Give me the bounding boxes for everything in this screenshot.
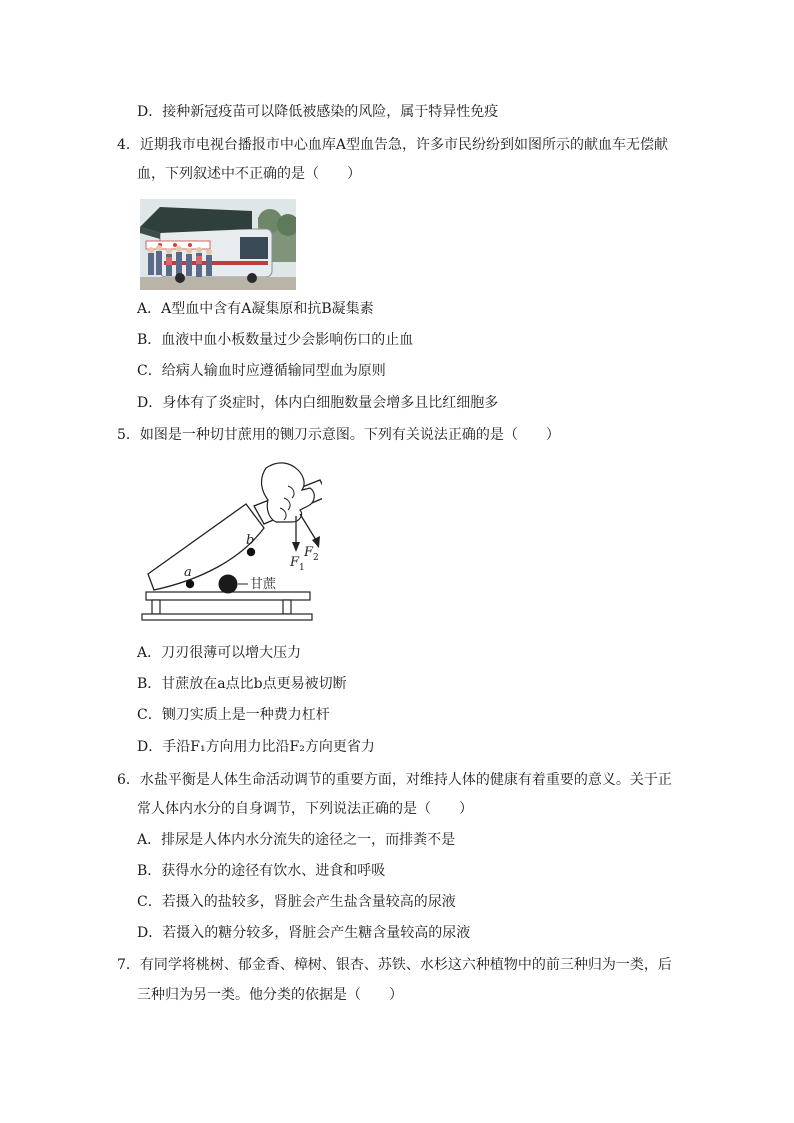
q6-option-a: A．排尿是人体内水分流失的途径之一，而排粪不是 [137,832,456,848]
q5-option-a: A．刀刃很薄可以增大压力 [137,645,302,661]
q7-stem-line2: 三种归为另一类。他分类的依据是（ ） [137,987,403,1003]
q6-stem-line1: 6．水盐平衡是人体生命活动调节的重要方面，对维持人体的健康有着重要的意义。关于正 [117,772,672,788]
force-f1-subscript: 1 [299,563,305,573]
q6-option-c: C．若摄入的盐较多，肾脏会产生盐含量较高的尿液 [137,894,456,910]
q5-option-c: C．铡刀实质上是一种费力杠杆 [137,707,330,723]
q3-option-d: D．接种新冠疫苗可以降低被感染的风险，属于特异性免疫 [137,104,499,120]
q6-stem-line2: 常人体内水分的自身调节，下列说法正确的是（ ） [137,801,473,817]
blood-donation-bus-photo [140,199,296,290]
q7-stem-line1: 7．有同学将桃树、郁金香、樟树、银杏、苏铁、水杉这六种植物中的前三种归为一类，后 [117,957,672,973]
q4-stem-line1: 4．近期我市电视台播报市中心血库A型血告急，许多市民纷纷到如图所示的献血车无偿献 [117,137,669,153]
q5-option-d: D．手沿F₁方向用力比沿F₂方向更省力 [137,739,375,755]
q6-option-b: B．获得水分的途径有饮水、进食和呼吸 [137,863,386,879]
q4-option-b: B．血液中血小板数量过少会影响伤口的止血 [137,332,414,348]
force-f1-label: F [290,555,300,570]
q4-stem-line2: 血，下列叙述中不正确的是（ ） [137,166,361,182]
q4-option-c: C．给病人输血时应遵循输同型血为原则 [137,363,386,379]
sugarcane-cutter-diagram [140,458,322,624]
force-f2-subscript: 2 [313,553,319,563]
point-b-label: b [246,533,255,548]
q6-option-d: D．若摄入的糖分较多，肾脏会产生糖含量较高的尿液 [137,925,471,941]
q4-option-a: A．A型血中含有A凝集原和抗B凝集素 [137,301,374,317]
q5-stem: 5．如图是一种切甘蔗用的铡刀示意图。下列有关说法正确的是（ ） [117,427,560,443]
sugarcane-label: 甘蔗 [250,577,277,592]
point-a-label: a [184,565,192,580]
q5-option-b: B．甘蔗放在a点比b点更易被切断 [137,676,347,692]
q4-option-d: D．身体有了炎症时，体内白细胞数量会增多且比红细胞多 [137,395,499,411]
force-f2-label: F [304,545,314,560]
